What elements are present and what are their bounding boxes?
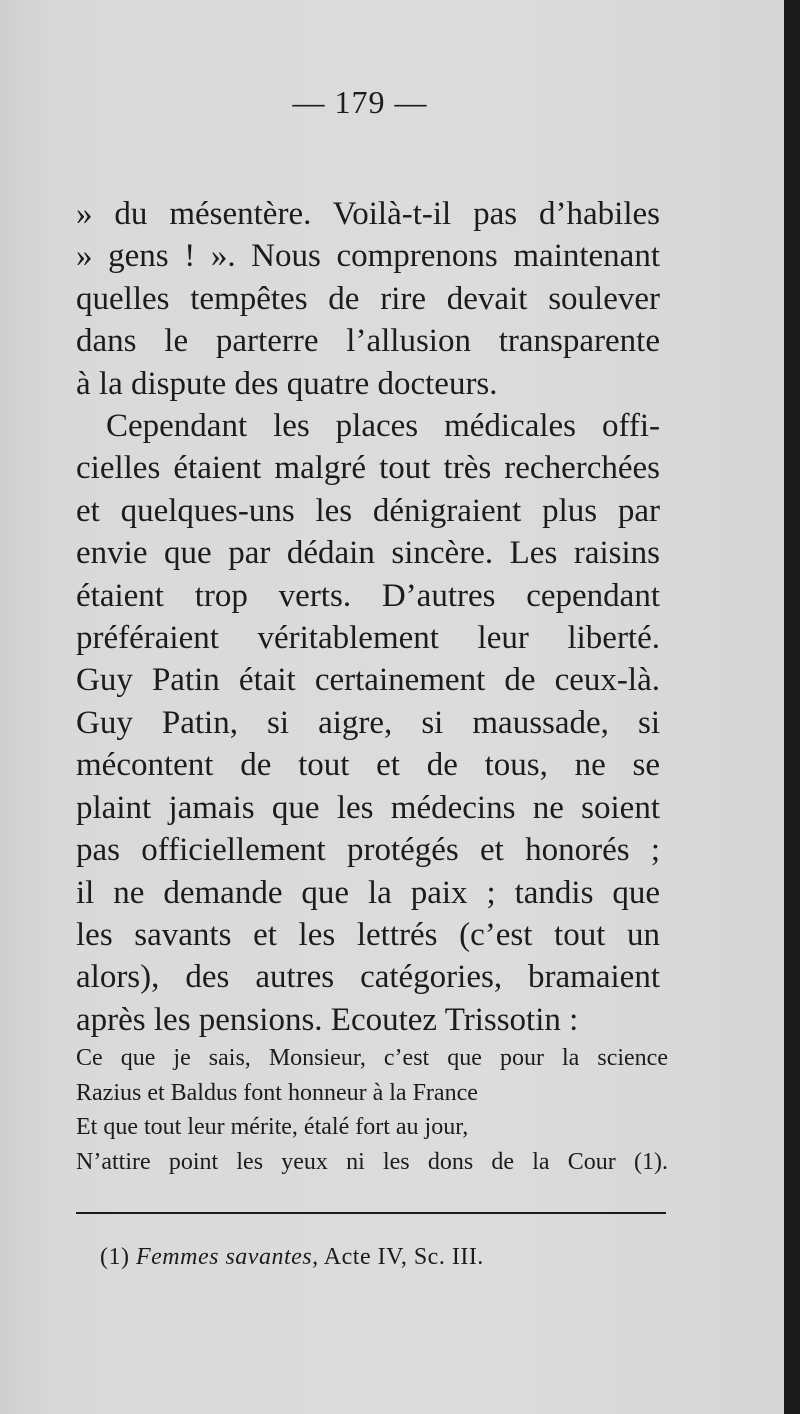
text-line: étaient trop verts. D’autres cependant	[76, 577, 660, 614]
text-line: les savants et les lettrés (c’est tout un	[76, 916, 660, 953]
text-line: il ne demande que la paix ; tandis que	[76, 874, 660, 911]
text-line: dans le parterre l’allusion transparente	[76, 323, 660, 360]
verse-line: N’attire point les yeux ni les dons de la Cour (1).	[76, 1148, 668, 1175]
text-line: » du mésentère. Voilà-t-il pas d’habiles	[76, 196, 660, 232]
footnote-marker: (1)	[100, 1244, 130, 1270]
text-line: après les pensions. Ecoutez Trissotin :	[76, 1001, 579, 1038]
verse-line: Et que tout leur mérite, étalé fort au jour,	[76, 1114, 469, 1140]
footnote-work-title: Femmes savantes,	[135, 1244, 319, 1270]
text-line: » gens ! ». Nous comprenons maintenant	[76, 238, 660, 275]
page-number: — 179 —	[292, 84, 428, 120]
footnote	[100, 1244, 484, 1271]
text-line: à la dispute des quatre docteurs.	[76, 365, 498, 402]
text-line: pas officiellement protégés et honorés ;	[76, 832, 660, 869]
text-line: Guy Patin était certainement de ceux-là.	[76, 662, 660, 699]
verse-line: Razius et Baldus font honneur à la France	[76, 1079, 478, 1106]
text-line: quelles tempêtes de rire devait soulever	[76, 280, 660, 317]
text-line: cielles étaient malgré tout très recherchées	[76, 450, 660, 487]
body-text	[76, 193, 660, 1041]
footnote-reference: Acte IV, Sc. III.	[323, 1244, 484, 1270]
text-line: mécontent de tout et de tous, ne se	[76, 747, 660, 784]
text-line: envie que par dédain sincère. Les raisins	[76, 535, 660, 572]
text-line: Guy Patin, si aigre, si maussade, si	[76, 704, 660, 741]
text-line: Cependant les places médicales offi-	[106, 408, 660, 445]
text-line: plaint jamais que les médecins ne soient	[76, 789, 660, 826]
footnote-divider	[76, 1212, 666, 1214]
text-line: et quelques-uns les dénigraient plus par	[76, 492, 660, 529]
verse-quote	[76, 1041, 668, 1179]
text-line: préféraient véritablement leur liberté.	[76, 620, 660, 657]
text-line: alors), des autres catégories, bramaient	[76, 959, 660, 996]
verse-line: Ce que je sais, Monsieur, c’est que pour la science	[76, 1045, 668, 1071]
